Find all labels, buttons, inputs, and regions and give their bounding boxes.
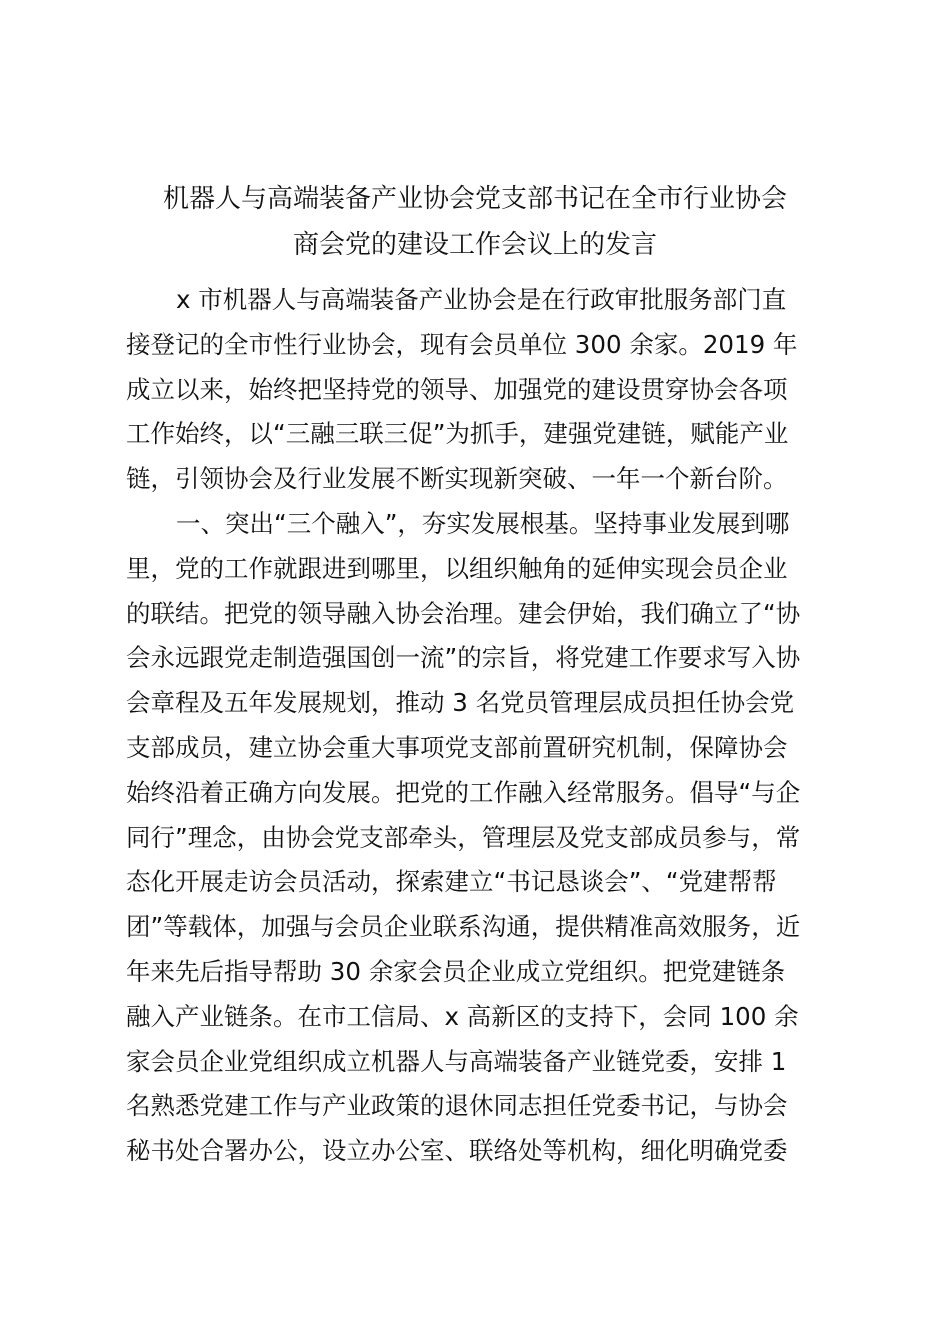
paragraph-2-line: 同行”理念，由协会党支部牵头，管理层及党支部成员参与，常	[126, 822, 801, 852]
title-line: 商会党的建设工作会议上的发言	[292, 230, 657, 260]
paragraph-1-line: x 市机器人与高端装备产业协会是在行政审批服务部门直	[176, 285, 787, 314]
paragraph-2-line: 秘书处合署办公，设立办公室、联络处等机构，细化明确党委	[126, 1136, 788, 1166]
paragraph-2-line: 家会员企业党组织成立机器人与高端装备产业链党委，安排 1	[126, 1046, 787, 1076]
paragraph-1-line: 成立以来，始终把坚持党的领导、加强党的建设贯穿协会各项	[126, 374, 788, 404]
paragraph-2-line: 名熟悉党建工作与产业政策的退休同志担任党委书记，与协会	[126, 1091, 788, 1121]
paragraph-2-line: 团”等载体，加强与会员企业联系沟通，提供精准高效服务，近	[126, 912, 801, 942]
paragraph-2-line: 会章程及五年发展规划，推动 3 名党员管理层成员担任协会党	[126, 688, 795, 718]
paragraph-2-line: 融入产业链条。在市工信局、x 高新区的支持下，会同 100 余	[126, 1001, 799, 1031]
paragraph-1-line: 工作始终，以“三融三联三促”为抓手，建强党建链，赋能产业	[126, 419, 789, 449]
paragraph-2-line: 始终沿着正确方向发展。把党的工作融入经常服务。倡导“与企	[126, 777, 801, 807]
paragraph-1-line: 链，引领协会及行业发展不断实现新突破、一年一个新台阶。	[126, 464, 788, 494]
document-body	[126, 278, 826, 1174]
paragraph-2-line: 年来先后指导帮助 30 余家会员企业成立党组织。把党建链条	[126, 956, 786, 986]
paragraph-2-line: 里，党的工作就跟进到哪里，以组织触角的延伸实现会员企业	[126, 553, 788, 583]
paragraph-2-line: 态化开展走访会员活动，探索建立“书记恳谈会”、“党建帮帮	[126, 867, 777, 897]
document-title	[118, 176, 832, 268]
paragraph-2-line: 会永远跟党走制造强国创一流”的宗旨，将党建工作要求写入协	[126, 643, 801, 673]
paragraph-2-line: 一、突出“三个融入”，夯实发展根基。坚持事业发展到哪	[176, 508, 790, 538]
title-line: 机器人与高端装备产业协会党支部书记在全市行业协会	[162, 184, 787, 214]
paragraph-1-line: 接登记的全市性行业协会，现有会员单位 300 余家。2019 年	[126, 329, 798, 359]
paragraph-2-line: 的联结。把党的领导融入协会治理。建会伊始，我们确立了“协	[126, 598, 801, 628]
paragraph-2-line: 支部成员，建立协会重大事项党支部前置研究机制，保障协会	[126, 732, 788, 762]
